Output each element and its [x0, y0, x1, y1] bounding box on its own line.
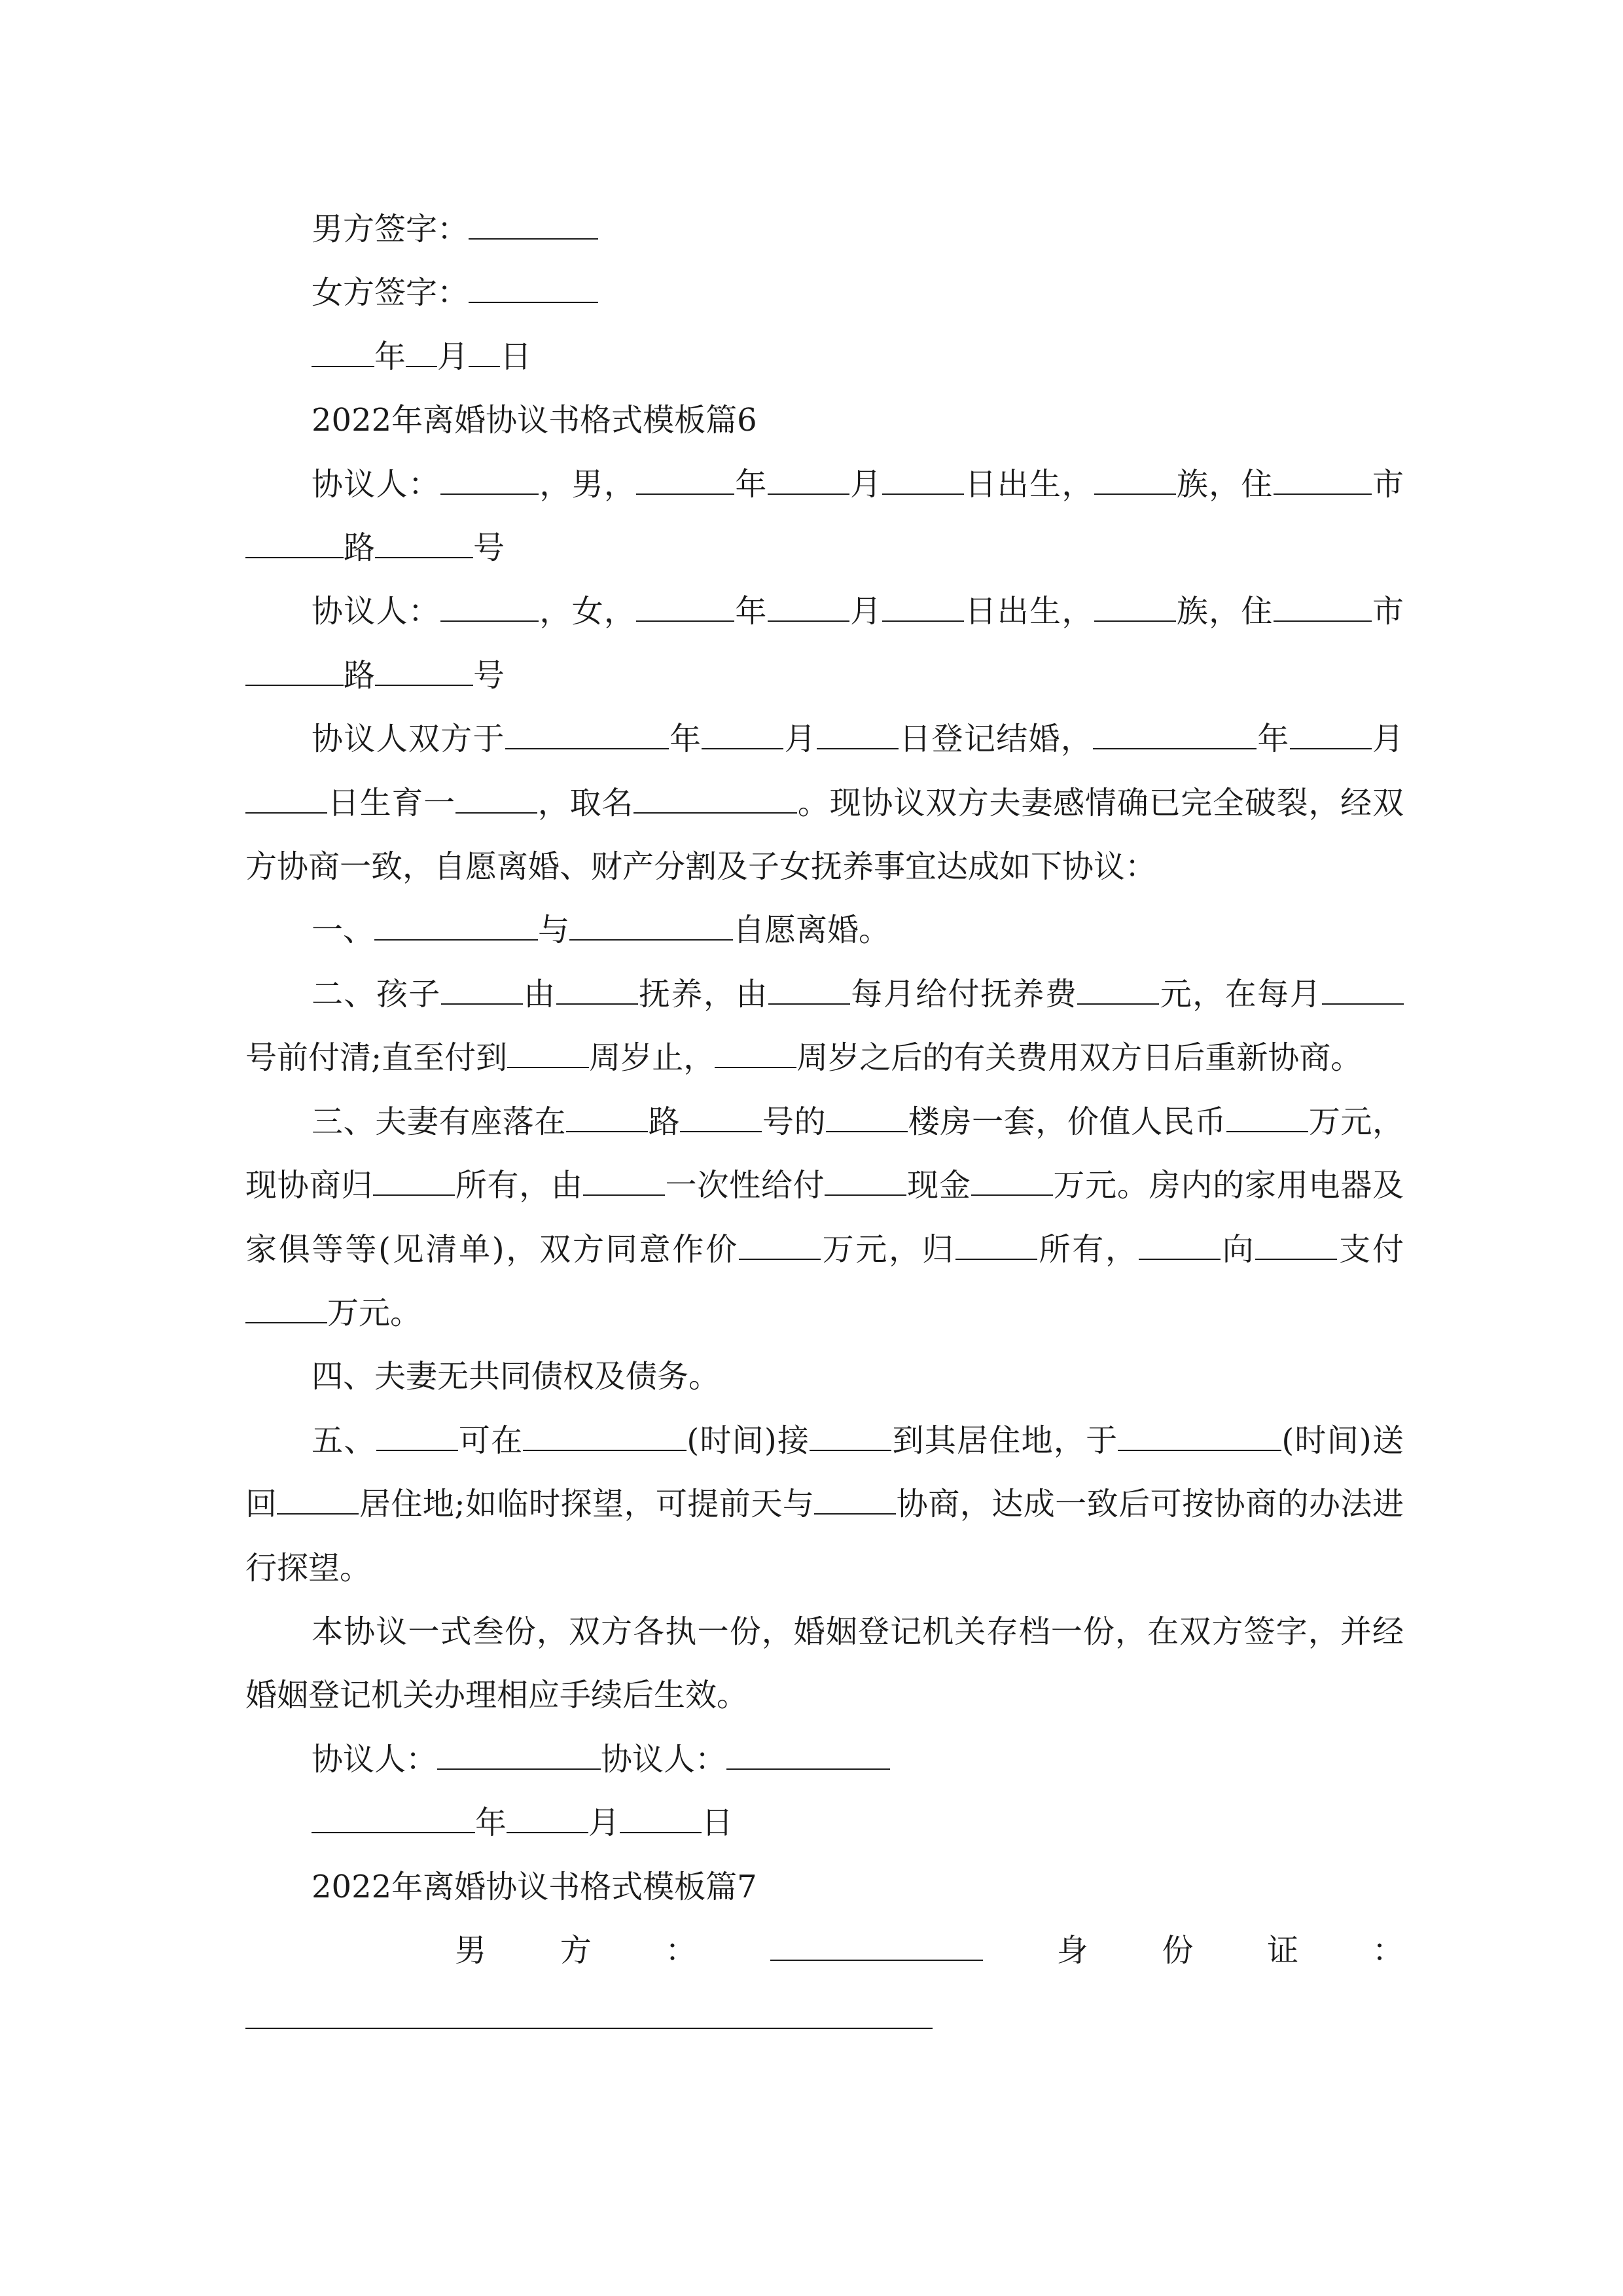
from-blank	[1139, 1230, 1221, 1259]
marriage-text: 月	[1371, 721, 1404, 758]
clause-1-text: 自愿离婚。	[733, 912, 891, 949]
section-7-male-line	[245, 1919, 1404, 1982]
clause-5-text: 到其居住地，于	[891, 1422, 1118, 1459]
day-blank	[469, 338, 500, 367]
party-2-text: 路	[344, 656, 376, 694]
year-label: 年	[475, 1804, 507, 1842]
city-blank	[245, 529, 344, 558]
female-signature-line	[245, 261, 1404, 325]
marriage-text: 协议人双方于	[312, 721, 505, 758]
marriage-text: 。现协议双方夫妻感情确已完全破裂，经双方协商一致，自愿离婚、财产分割及子女抚养事宜达成如下协议：	[245, 784, 1404, 886]
clause-3-text: 万元，归	[820, 1230, 955, 1268]
visitor-blank	[376, 1422, 458, 1451]
number-blank	[680, 1103, 762, 1132]
id-char-1: 身	[1056, 1931, 1088, 1969]
month-blank	[507, 1804, 588, 1833]
residence-blank	[1274, 465, 1372, 494]
child-blank	[441, 975, 523, 1005]
marriage-text: 月	[783, 721, 817, 758]
party-1-label: 协议人：	[312, 465, 441, 503]
consult-party-blank	[814, 1485, 896, 1515]
clause-5	[245, 1409, 1404, 1600]
clause-3-text: 向	[1220, 1230, 1256, 1268]
road-blank	[566, 1103, 648, 1132]
signer-1-label: 协议人：	[312, 1740, 438, 1778]
compensation-blank	[245, 1294, 327, 1323]
party-2-text: 日出生，	[964, 593, 1094, 630]
party-2-label: 协议人：	[312, 593, 441, 630]
party-a-blank	[374, 911, 538, 941]
signature-date-line	[245, 325, 1404, 389]
clause-2-text: 周岁之后的有关费用双方日后重新协商。	[796, 1039, 1363, 1077]
clause-3-text: 路	[648, 1103, 681, 1140]
signer-2-blank	[726, 1740, 890, 1770]
residence-blank	[1274, 592, 1372, 622]
clause-3-text: 楼房一套，价值人民币	[908, 1103, 1227, 1140]
clause-2	[245, 963, 1404, 1090]
clause-3-text: 万元。	[327, 1294, 422, 1331]
male-signature-blank	[469, 210, 598, 240]
side-char: 方	[560, 1931, 592, 1969]
cash-blank	[971, 1166, 1053, 1196]
clause-3	[245, 1090, 1404, 1346]
signer-2-label: 协议人：	[601, 1740, 727, 1778]
ethnicity-blank	[1094, 592, 1176, 622]
party-1-text: 号	[473, 529, 505, 567]
to-blank	[1255, 1230, 1337, 1259]
party-1-text: 路	[344, 529, 376, 567]
id-colon-char: ：	[1372, 1931, 1404, 1969]
amount-blank	[1077, 975, 1159, 1005]
year-blank	[636, 465, 734, 494]
day-blank	[882, 465, 964, 494]
day-label: 日	[702, 1804, 734, 1842]
id-char-3: 证	[1267, 1931, 1299, 1969]
clause-4: 四、夫妻无共同债权及债务。	[312, 1358, 721, 1395]
marriage-paragraph	[245, 708, 1404, 899]
party-1-paragraph	[245, 453, 1404, 581]
party-1-text: 日出生，	[964, 465, 1094, 503]
road-blank	[375, 656, 473, 686]
party-2-text: 月	[849, 593, 883, 630]
marriage-text: 日生育一	[327, 784, 455, 821]
male-name-blank	[770, 1931, 983, 1961]
appliance-value-blank	[739, 1230, 821, 1259]
colon-char: ：	[665, 1931, 697, 1969]
clause-2-text: 由	[522, 975, 556, 1013]
payer-blank	[768, 975, 850, 1005]
male-char: 男	[455, 1931, 487, 1969]
year-blank	[636, 592, 734, 622]
party-1-text: ，男，	[539, 465, 637, 503]
clause-3-text: 号的	[762, 1103, 827, 1140]
payday-blank	[1322, 975, 1404, 1005]
closing-paragraph: 本协议一式叁份，双方各执一份，婚姻登记机关存档一份，在双方签字，并经婚姻登记机关办理相应手续后生效。	[245, 1613, 1404, 1714]
signers-line	[245, 1728, 1404, 1791]
return-party-blank	[277, 1485, 359, 1515]
party-1-text: 族，住	[1175, 465, 1274, 503]
clause-5-text: (时间)送回	[245, 1422, 1404, 1523]
clause-5-text: 五、	[312, 1422, 376, 1459]
payer-blank	[583, 1166, 665, 1196]
year-blank	[312, 338, 374, 367]
marriage-text: 日登记结婚，	[898, 721, 1094, 758]
party-2-text: 号	[473, 656, 505, 694]
name-blank	[440, 465, 539, 494]
clause-2-text: 元，在每月	[1159, 975, 1322, 1013]
party-2-text: 市	[1371, 593, 1404, 630]
female-signature-label: 女方签字：	[312, 274, 469, 312]
owner-blank	[373, 1166, 455, 1196]
birth-day-blank	[245, 783, 327, 813]
month-blank	[768, 465, 849, 494]
road-blank	[375, 529, 473, 558]
child-gender-blank	[455, 783, 537, 813]
section-6-title: 2022年离婚协议书格式模板篇6	[312, 402, 757, 439]
clause-5-text: 居住地;如临时探望，可提前天与	[359, 1486, 815, 1523]
clause-5-text: (时间)接	[687, 1422, 810, 1459]
birth-month-blank	[1290, 720, 1372, 749]
party-2-text: 年	[734, 593, 768, 630]
male-signature-label: 男方签字：	[312, 211, 469, 247]
month-label: 月	[437, 338, 469, 375]
clause-2-text: 周岁止，	[589, 1039, 715, 1077]
party-1-text: 月	[849, 465, 883, 503]
month-blank	[768, 592, 849, 622]
year-blank	[312, 1804, 475, 1833]
marriage-text: 年	[668, 721, 702, 758]
age-after-blank	[715, 1039, 796, 1068]
child-blank	[810, 1422, 891, 1451]
clause-5-text: 协商，达成一致后可按协商的办法进行探望。	[245, 1486, 1404, 1587]
id-number-blank	[245, 2028, 933, 2029]
month-label: 月	[588, 1804, 620, 1842]
year-label: 年	[374, 338, 406, 375]
clause-3-text: 支付	[1337, 1230, 1404, 1268]
marriage-day-blank	[817, 720, 899, 749]
building-blank	[826, 1103, 908, 1132]
party-1-text: 市	[1371, 465, 1404, 503]
payee-blank	[825, 1166, 906, 1196]
marriage-text: 年	[1257, 721, 1290, 758]
marriage-text: ，取名	[537, 784, 634, 821]
document-body	[245, 198, 1404, 1982]
party-1-text: 年	[734, 465, 768, 503]
signer-1-blank	[437, 1740, 601, 1770]
age-limit-blank	[507, 1039, 589, 1068]
marriage-month-blank	[702, 720, 783, 749]
clause-3-text: 万元，现协商归	[245, 1103, 1404, 1204]
clause-2-text: 号前付清;直至付到	[245, 1039, 508, 1077]
clause-3-text: 万元。房内的家用电器及家俱等等(见清单)，双方同意作价	[245, 1167, 1404, 1268]
birth-year-blank	[1093, 720, 1257, 749]
clause-3-text: 一次性给付	[664, 1167, 825, 1204]
clause-2-text: 抚养，由	[637, 975, 768, 1013]
section-7-title: 2022年离婚协议书格式模板篇7	[312, 1868, 757, 1905]
party-b-blank	[569, 911, 733, 941]
party-2-text: ，女，	[539, 593, 637, 630]
female-signature-blank	[469, 274, 598, 303]
month-blank	[406, 338, 437, 367]
male-signature-line	[245, 198, 1404, 261]
marriage-year-blank	[505, 720, 669, 749]
clause-3-text: 三、夫妻有座落在	[312, 1103, 567, 1140]
clause-5-text: 可在	[457, 1422, 524, 1459]
city-blank	[245, 656, 344, 686]
clause-2-text: 每月给付抚养费	[849, 975, 1078, 1013]
id-char-2: 份	[1162, 1931, 1194, 1969]
guardian-blank	[556, 975, 638, 1005]
day-blank	[882, 592, 964, 622]
pickup-time-blank	[523, 1422, 687, 1451]
date-line	[245, 1791, 1404, 1855]
value-blank	[1226, 1103, 1308, 1132]
clause-1-text: 一、	[312, 912, 375, 949]
clause-3-text: 现金	[906, 1167, 971, 1204]
day-blank	[620, 1804, 702, 1833]
party-2-text: 族，住	[1175, 593, 1274, 630]
clause-3-text: 所有，由	[455, 1167, 583, 1204]
day-label: 日	[500, 338, 532, 375]
clause-1	[245, 899, 1404, 962]
child-name-blank	[633, 783, 797, 813]
clause-3-text: 所有，	[1037, 1230, 1139, 1268]
ethnicity-blank	[1094, 465, 1176, 494]
clause-1-text: 与	[538, 912, 570, 949]
name-blank	[440, 592, 539, 622]
party-2-paragraph	[245, 580, 1404, 708]
appliance-owner-blank	[955, 1230, 1037, 1259]
clause-2-text: 二、孩子	[312, 975, 441, 1013]
return-time-blank	[1118, 1422, 1281, 1451]
